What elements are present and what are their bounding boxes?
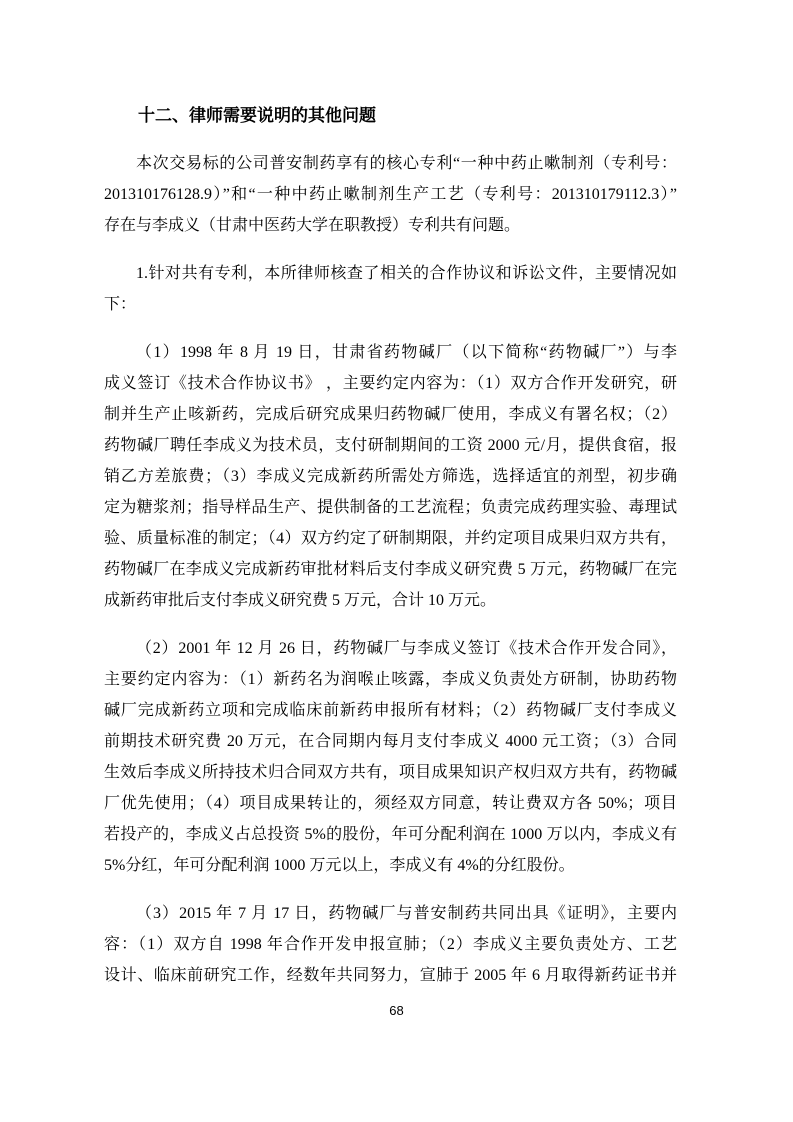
text-line: 主要约定内容为：（1）新药名为润喉止咳露，李成义负责处方研制，协助药物: [104, 671, 677, 688]
text-line: 本次交易标的公司普安制药享有的核心专利“一种中药止嗽制剂（专利号：: [136, 155, 677, 172]
paragraph-item-3-2015-certificate: [104, 898, 677, 991]
text-line: （3）2015 年 7 月 17 日，药物碱厂与普安制药共同出具《证明》，主要内: [136, 905, 677, 922]
text-line: 销乙方差旅费；（3）李成义完成新药所需处方筛选，选择适宜的剂型，初步确: [104, 468, 677, 485]
text-line: （2）2001 年 12 月 26 日，药物碱厂与李成义签订《技术合作开发合同》，: [136, 640, 677, 657]
text-line: 前期技术研究费 20 万元，在合同期内每月支付李成义 4000 元工资；（3）合同: [104, 733, 677, 750]
document-content: [104, 100, 677, 1008]
page-number: 68: [389, 1003, 404, 1018]
text-line: 药物碱厂聘任李成义为技术员，支付研制期间的工资 2000 元/月，提供食宿，报: [104, 437, 677, 454]
text-line: 下：: [104, 296, 137, 313]
page-footer: [0, 1003, 793, 1018]
text-line: 容：（1）双方自 1998 年合作开发申报宣肺；（2）李成义主要负责处方、工艺: [104, 936, 677, 953]
text-line: 1.针对共有专利，本所律师核查了相关的合作协议和诉讼文件，主要情况如: [136, 265, 677, 282]
text-line: 设计、临床前研究工作，经数年共同努力，宣肺于 2005 年 6 月取得新药证书并: [104, 967, 677, 984]
paragraphs-container: [104, 148, 677, 991]
section-heading: 十二、律师需要说明的其他问题: [138, 106, 376, 125]
text-line: 成新药审批后支付李成义研究费 5 万元，合计 10 万元。: [104, 592, 497, 609]
text-line: 制并生产止咳新药，完成后研究成果归药物碱厂使用，李成义有署名权；（2）: [104, 406, 677, 423]
text-line: 201310176128.9）”和“一种中药止嗽制剂生产工艺（专利号：201310179112.3）”: [104, 186, 677, 203]
text-line: 5%分红，年可分配利润 1000 万元以上，李成义有 4%的分红股份。: [104, 857, 575, 874]
text-line: 药物碱厂在李成义完成新药审批材料后支付李成义研究费 5 万元，药物碱厂在完: [104, 561, 677, 578]
text-line: 厂优先使用；（4）项目成果转让的，须经双方同意，转让费双方各 50%；项目: [104, 795, 677, 812]
text-line: 碱厂完成新药立项和完成临床前新药申报所有材料；（2）药物碱厂支付李成义: [104, 702, 677, 719]
text-line: 存在与李成义（甘肃中医药大学在职教授）专利共有问题。: [104, 217, 521, 234]
text-line: 验、质量标准的制定；（4）双方约定了研制期限，并约定项目成果归双方共有，: [104, 530, 677, 547]
text-line: （1）1998 年 8 月 19 日，甘肃省药物碱厂（以下简称“药物碱厂”）与李: [136, 344, 677, 361]
paragraph-item-1-1998-agreement: [104, 337, 677, 616]
paragraph-item-2-2001-contract: [104, 633, 677, 881]
text-line: 若投产的，李成义占总投资 5%的股份，年可分配利润在 1000 万以内，李成义有: [104, 826, 677, 843]
paragraph-lawyer-verification-intro: [104, 258, 677, 320]
text-line: 成义签订《技术合作协议书》 ，主要约定内容为：（1）双方合作开发研究，研: [104, 375, 677, 392]
text-line: 定为糖浆剂；指导样品生产、提供制备的工艺流程；负责完成药理实验、毒理试: [104, 499, 677, 516]
text-line: 生效后李成义所持技术归合同双方共有，项目成果知识产权归双方共有，药物碱: [104, 764, 677, 781]
paragraph-core-patent-overview: [104, 148, 677, 241]
